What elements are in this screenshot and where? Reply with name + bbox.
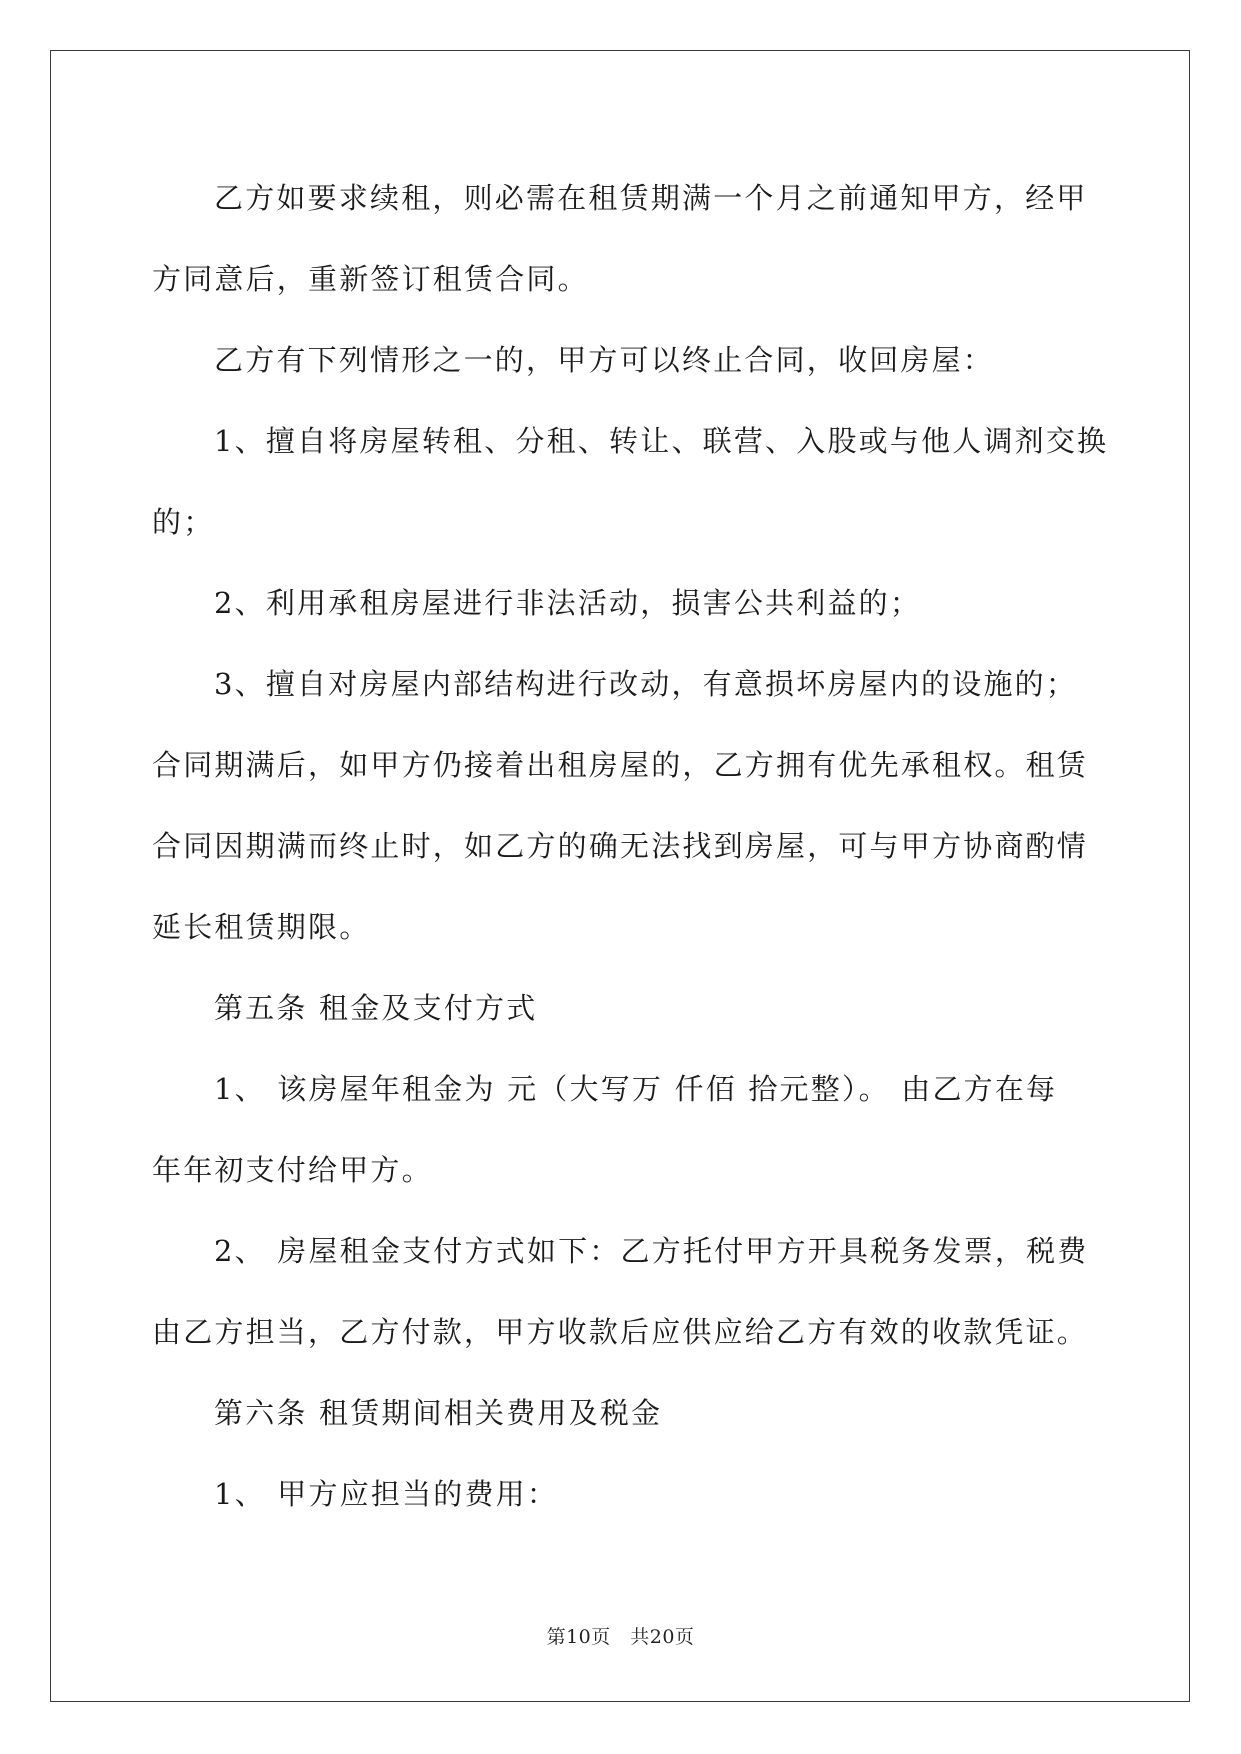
text-line: 3、擅自对房屋内部结构进行改动，有意损坏房屋内的设施的； bbox=[214, 667, 1078, 701]
text-line: 乙方有下列情形之一的，甲方可以终止合同，收回房屋： bbox=[214, 343, 995, 377]
document-body bbox=[152, 158, 1109, 1535]
text-line: 合同期满后，如甲方仍接着出租房屋的，乙方拥有优先承租权。租赁 bbox=[152, 748, 1089, 782]
text-line: 2、 房屋租金支付方式如下：乙方托付甲方开具税务发票，税费 bbox=[214, 1234, 1089, 1268]
text-line: 延长租赁期限。 bbox=[152, 910, 371, 944]
text-line: 方同意后，重新签订租赁合同。 bbox=[152, 262, 589, 296]
page-number: 第10页 共20页 bbox=[546, 1626, 695, 1648]
text-line: 合同因期满而终止时，如乙方的确无法找到房屋，可与甲方协商酌情 bbox=[152, 829, 1089, 863]
text-line: 2、利用承租房屋进行非法活动，损害公共利益的； bbox=[214, 586, 922, 620]
text-line: 乙方如要求续租，则必需在租赁期满一个月之前通知甲方，经甲 bbox=[214, 181, 1088, 215]
text-line: 1、擅自将房屋转租、分租、转让、联营、入股或与他人调剂交换 bbox=[214, 424, 1109, 458]
section-heading: 第六条 租赁期间相关费用及税金 bbox=[214, 1396, 663, 1430]
text-line: 1、 该房屋年租金为 元（大写万 仟佰 拾元整）。 由乙方在每 bbox=[214, 1072, 1058, 1106]
text-line: 1、 甲方应担当的费用： bbox=[214, 1477, 559, 1511]
text-line: 由乙方担当，乙方付款，甲方收款后应供应给乙方有效的收款凭证。 bbox=[152, 1315, 1089, 1349]
text-line: 年年初支付给甲方。 bbox=[152, 1153, 433, 1187]
section-heading: 第五条 租金及支付方式 bbox=[214, 991, 538, 1025]
text-line: 的； bbox=[152, 505, 215, 539]
